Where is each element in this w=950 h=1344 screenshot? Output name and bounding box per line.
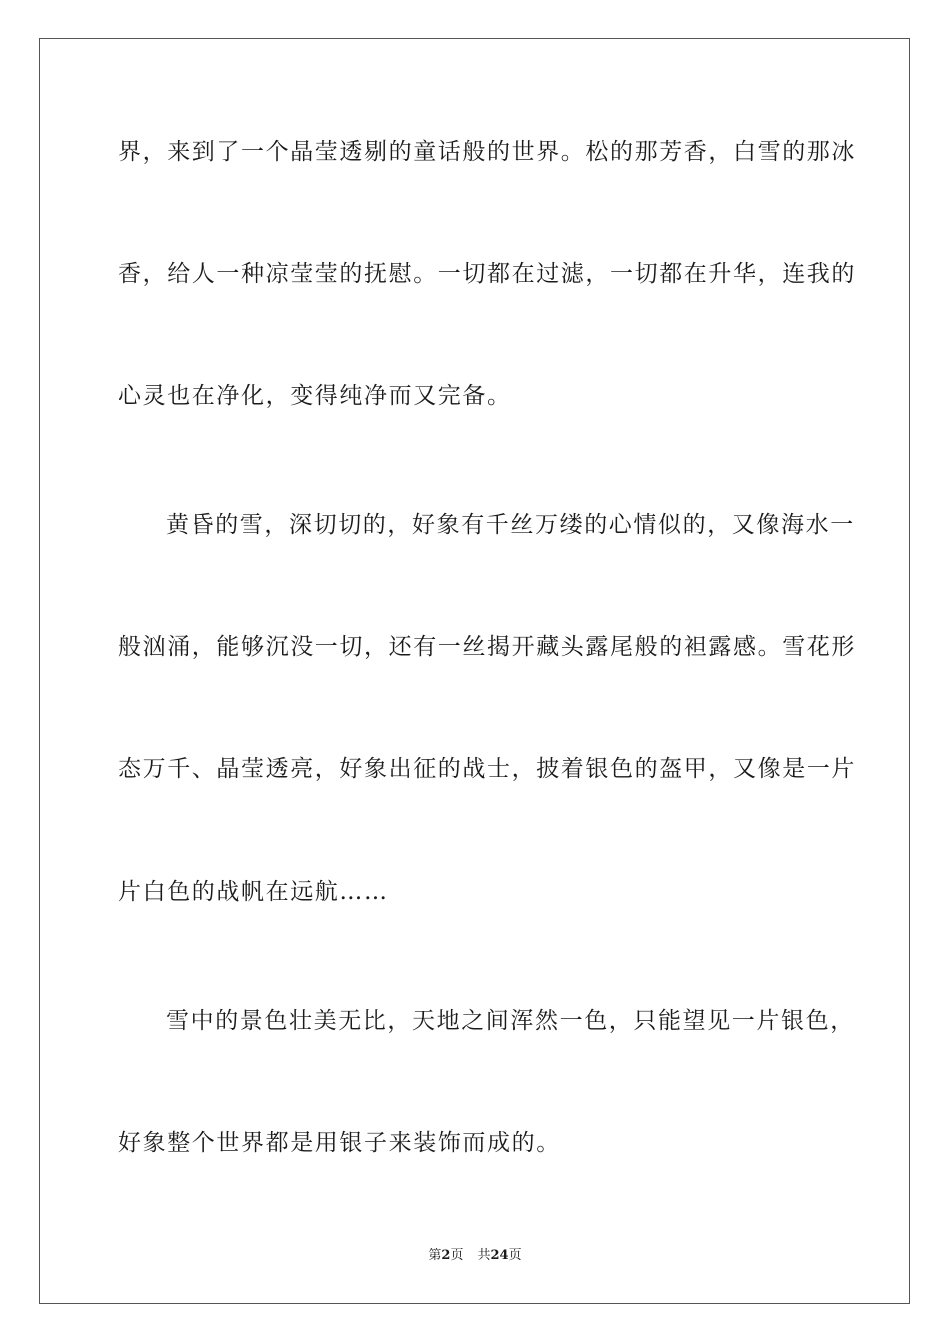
- text-line: 好象整个世界都是用银子来装饰而成的。: [118, 1130, 561, 1156]
- total-pages: 24: [490, 1248, 509, 1263]
- text-line: 态万千、晶莹透亮，好象出征的战士，披着银色的盔甲，又像是一片: [118, 756, 856, 782]
- page-suffix: 页: [450, 1248, 464, 1263]
- text-line: 香，给人一种凉莹莹的抚慰。一切都在过滤，一切都在升华，连我的: [118, 261, 856, 287]
- text-line: 片白色的战帆在远航……: [118, 879, 389, 905]
- total-prefix: 共: [477, 1248, 491, 1263]
- total-suffix: 页: [508, 1248, 522, 1263]
- text-line: 心灵也在净化，变得纯净而又完备。: [118, 383, 512, 409]
- text-line: 界，来到了一个晶莹透剔的童话般的世界。松的那芳香，白雪的那冰: [118, 139, 856, 165]
- paragraph-first-line: 雪中的景色壮美无比，天地之间浑然一色，只能望见一片银色，: [166, 1008, 855, 1034]
- text-line: 般汹涌，能够沉没一切，还有一丝揭开藏头露尾般的袒露感。雪花形: [118, 634, 856, 660]
- page-prefix: 第: [428, 1248, 442, 1263]
- paragraph-first-line: 黄昏的雪，深切切的，好象有千丝万缕的心情似的，又像海水一: [166, 512, 855, 538]
- page-number: 2: [441, 1248, 451, 1263]
- page-footer: [0, 1247, 950, 1265]
- page-border: [39, 38, 910, 1304]
